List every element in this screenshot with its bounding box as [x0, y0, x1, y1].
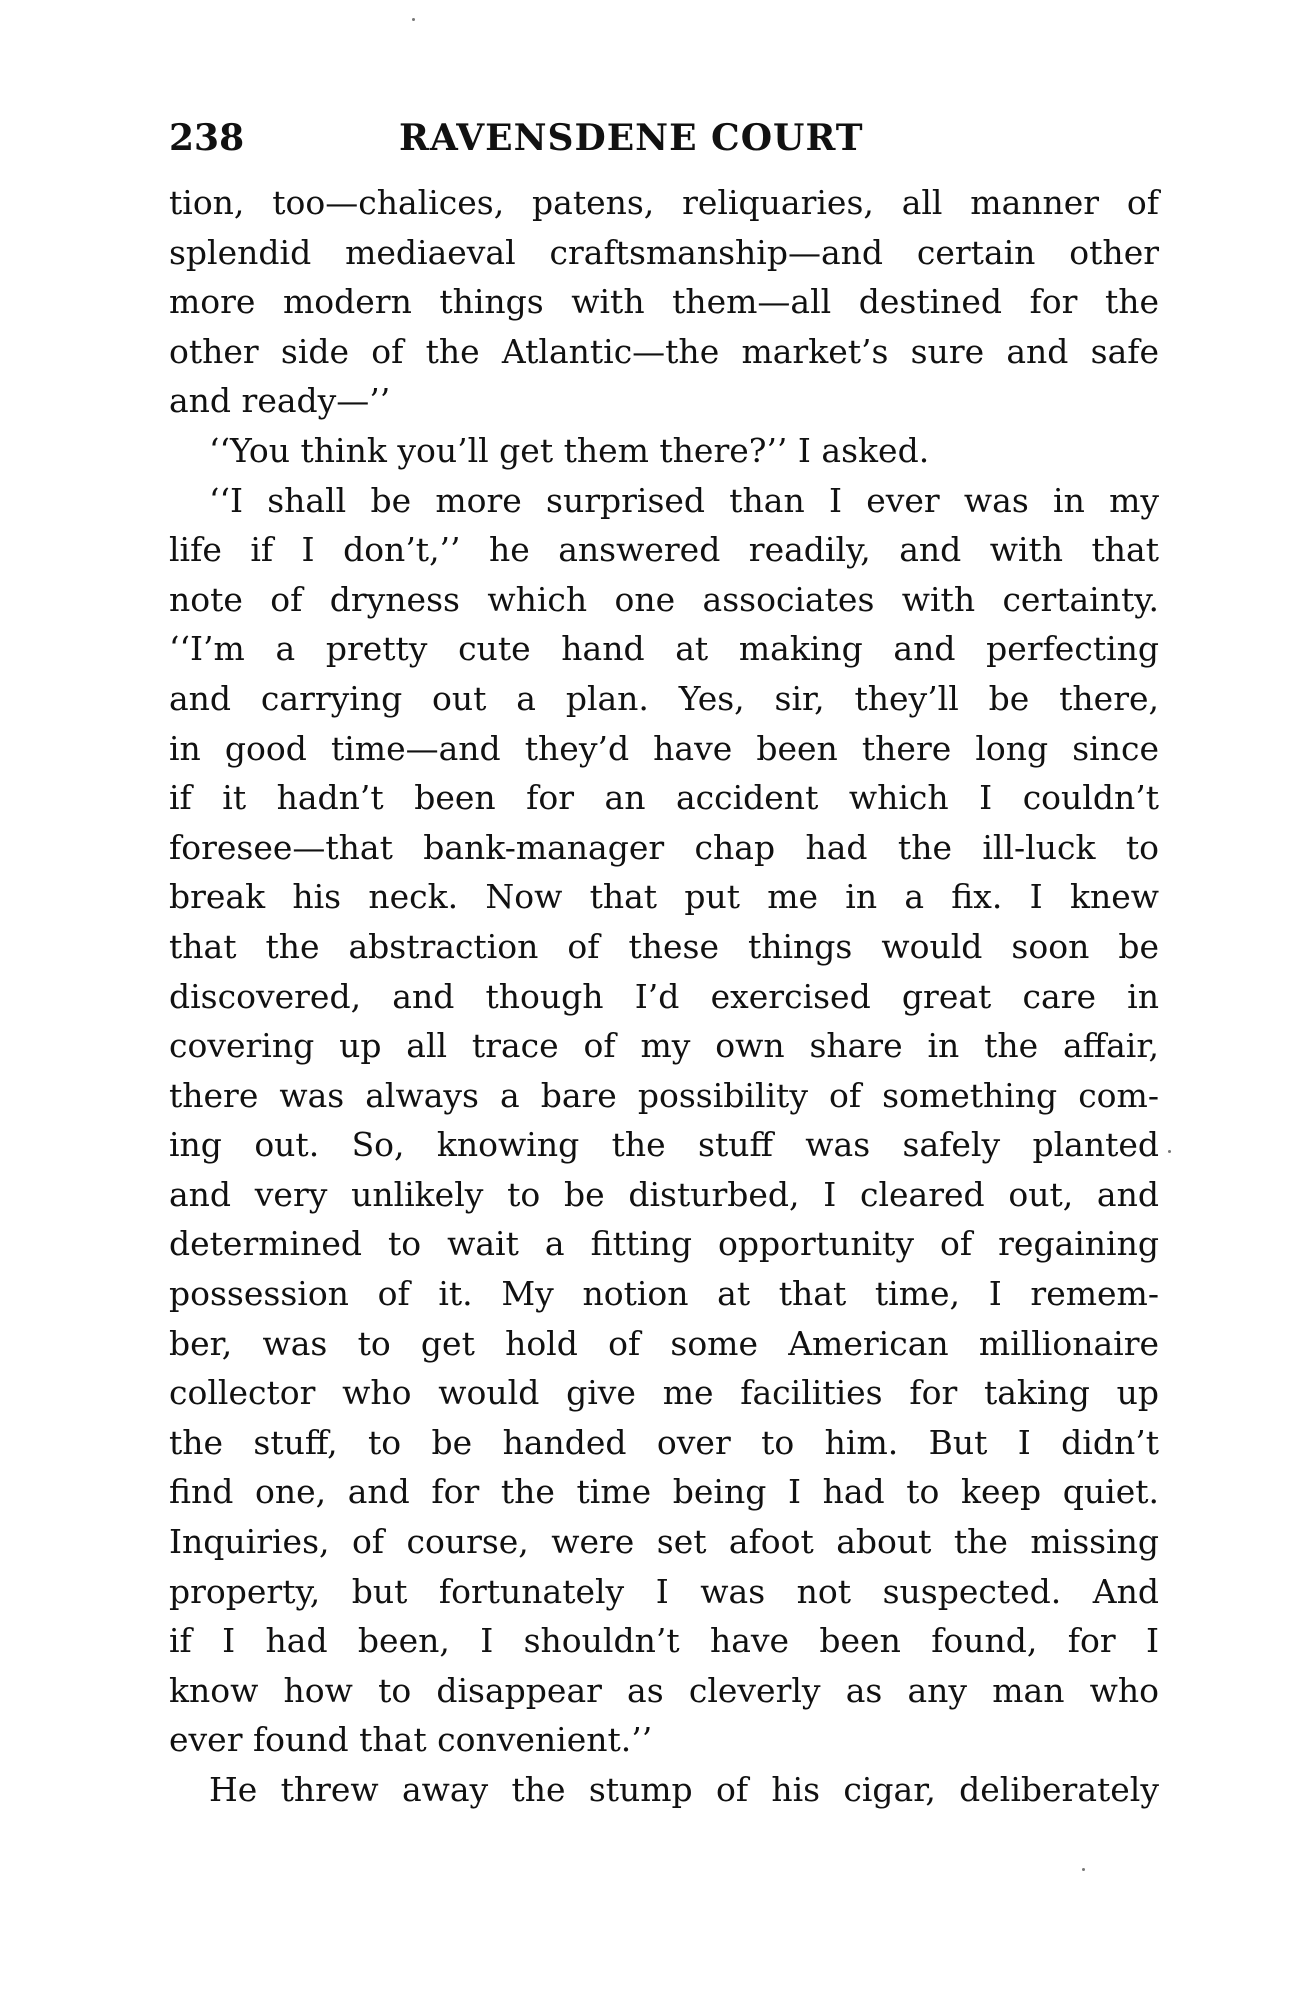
text-line: that the abstraction of these things would soon be: [169, 926, 1159, 966]
text-line: ‘‘You think you’ll get them there?’’ I asked.: [209, 430, 930, 470]
text-line: find one, and for the time being I had to keep quiet.: [169, 1472, 1159, 1512]
text-line: ber, was to get hold of some American millionaire: [169, 1323, 1159, 1363]
text-line: and ready—’’: [169, 381, 391, 421]
text-line: the stuff, to be handed over to him. But I didn’t: [169, 1422, 1159, 1462]
text-line: foresee—that bank-manager chap had the ill-luck to: [169, 827, 1159, 867]
text-line: Inquiries, of course, were set afoot about the missing: [169, 1522, 1159, 1562]
text-line: other side of the Atlantic—the market’s sure and safe: [169, 331, 1159, 371]
text-line: covering up all trace of my own share in the affair,: [169, 1026, 1159, 1066]
text-line: He threw away the stump of his cigar, deliberately: [209, 1770, 1159, 1809]
page-header: [169, 108, 1169, 168]
text-line: and carrying out a plan. Yes, sir, they’ll be there,: [169, 678, 1159, 718]
text-line: if I had been, I shouldn’t have been found, for I: [169, 1621, 1159, 1661]
text-line: possession of it. My notion at that time, I remem-: [169, 1274, 1159, 1314]
text-line: discovered, and though I’d exercised great care in: [169, 976, 1159, 1016]
text-line: splendid mediaeval craftsmanship—and certain other: [169, 232, 1159, 272]
text-line: property, but fortunately I was not suspected. And: [169, 1571, 1159, 1611]
page-number: 238: [169, 117, 245, 159]
text-line: determined to wait a fitting opportunity of regaining: [169, 1224, 1159, 1264]
text-line: if it hadn’t been for an accident which I couldn’t: [169, 778, 1159, 818]
paper-speck: [1168, 1150, 1171, 1153]
text-line: ‘‘I shall be more surprised than I ever was in my: [209, 480, 1159, 520]
paper-speck: [1082, 1868, 1085, 1871]
text-line: there was always a bare possibility of something com-: [169, 1075, 1159, 1115]
text-line: more modern things with them—all destined for the: [169, 282, 1159, 322]
text-line: note of dryness which one associates with certainty.: [169, 579, 1159, 619]
text-line: know how to disappear as cleverly as any man who: [169, 1670, 1159, 1710]
text-line: collector who would give me facilities for taking up: [169, 1373, 1159, 1413]
text-line: ‘‘I’m a pretty cute hand at making and perfecting: [169, 629, 1159, 669]
paper-speck: [412, 18, 415, 21]
text-line: ing out. So, knowing the stuff was safely planted: [169, 1125, 1159, 1165]
text-line: tion, too—chalices, patens, reliquaries, all manner of: [169, 183, 1159, 222]
text-line: life if I don’t,’’ he answered readily, and with that: [169, 530, 1159, 570]
text-line: in good time—and they’d have been there long since: [169, 728, 1159, 768]
text-line: ever found that convenient.’’: [169, 1720, 653, 1760]
body-text: [169, 178, 1159, 1815]
running-head: RAVENSDENE COURT: [399, 117, 864, 159]
text-line: break his neck. Now that put me in a fix. I knew: [169, 877, 1159, 917]
text-line: and very unlikely to be disturbed, I cleared out, and: [169, 1174, 1159, 1214]
